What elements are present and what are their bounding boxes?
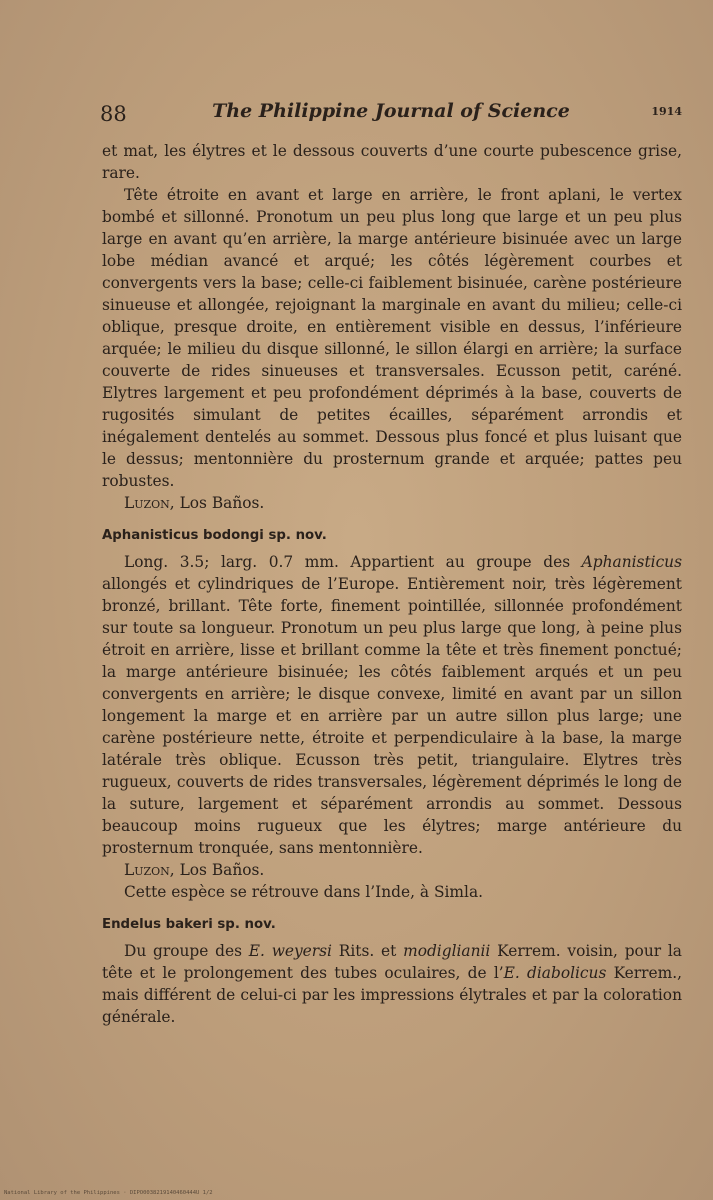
species-heading: Endelus bakeri sp. nov. bbox=[102, 917, 276, 932]
distribution-note: Cette espèce se rétrouve dans l’Inde, à Simla. bbox=[124, 883, 484, 901]
article-body bbox=[102, 140, 682, 1028]
paragraph-species-description bbox=[102, 551, 682, 859]
italic-run: E. diabolicus bbox=[503, 964, 607, 982]
locality-line bbox=[102, 492, 682, 514]
italic-run: modiglianii bbox=[403, 942, 491, 960]
year: 1914 bbox=[651, 105, 682, 118]
italic-run: E. weyersi bbox=[248, 942, 332, 960]
paragraph-species-description bbox=[102, 940, 682, 1028]
text-run: Long. 3.5; larg. 0.7 mm. Appartient au groupe des bbox=[124, 553, 582, 571]
locality-place: Luzon bbox=[124, 861, 170, 879]
text-run: Kerrem. voisin, pour la tête et le prolongement des tubes oculaires, de l’ bbox=[102, 942, 682, 982]
text-run: Rits. et bbox=[331, 942, 404, 960]
journal-title: The Philippine Journal of Science bbox=[212, 100, 570, 122]
locality-place: Luzon bbox=[124, 494, 170, 512]
species-heading: Aphanisticus bodongi sp. nov. bbox=[102, 528, 327, 543]
page-header bbox=[100, 100, 682, 130]
text-run: Kerrem., mais différent de celui-ci par les impressions élytrales et par la coloration générale. bbox=[102, 964, 682, 1026]
text-run: Du groupe des bbox=[124, 942, 249, 960]
page-number: 88 bbox=[100, 102, 127, 126]
paragraph-continuation: et mat, les élytres et le dessous couverts d’une courte pubescence grise, rare. bbox=[102, 142, 682, 182]
scan-footer: National Library of the Philippines · DIPO0038219140460444U 1/2 bbox=[4, 1190, 213, 1196]
text-run: allongés et cylindriques de l’Europe. Entièrement noir, très légèrement bronzé, brillant. Tête forte, finement pointillée, sillonnée profondément sur toute sa longueur. Pronotum un peu plus large que long, à peine plus étroit en arrière, lisse et brillant comme la tête et très finement ponctué; la marge antérieure bisinuée; les côtés faiblement arqués et un peu convergents en arrière; le disque convexe, limité en avant par un sillon longement la marge et en arrière par un autre sillon plus large; une carène postérieure nette, étroite et perpendiculaire à la base, la marge latérale très oblique. Ecusson très petit, triangulaire. Elytres très rugueux, couverts de rides transversales, légèrement déprimés le long de la suture, largement et séparément arrondis au sommet. Dessous beaucoup moins rugueux que les élytres; marge antérieure du prosternum tronquée, sans mentonnière. bbox=[102, 575, 682, 857]
locality-site: , Los Baños. bbox=[169, 861, 265, 879]
paragraph-description: Tête étroite en avant et large en arrière, le front aplani, le vertex bombé et sillonné. Pronotum un peu plus long que large et un peu plus large en avant qu’en arrière, la marge antérieure bisinuée avec un large lobe médian avancé et arqué; les côtés légèrement courbes et convergents vers la base; celle-ci faiblement bisinuée, carène postérieure sinueuse et allongée, rejoignant la marginale en avant du milieu; celle-ci oblique, presque droite, en entièrement visible en dessus, l’inférieure arquée; le milieu du disque sillonné, le sillon élargi en arrière; la surface couverte de rides sinueuses et transversales. Ecusson petit, caréné. Elytres largement et peu profondément déprimés à la base, couverts de rugosités simulant de petites écailles, séparément arrondis et inégalement dentelés au sommet. Dessous plus foncé et plus luisant que le dessus; mentonnière du prosternum grande et arquée; pattes peu robustes. bbox=[102, 186, 682, 490]
locality-site: , Los Baños. bbox=[169, 494, 265, 512]
locality-line bbox=[102, 859, 682, 881]
italic-run: Aphanisticus bbox=[581, 553, 682, 571]
